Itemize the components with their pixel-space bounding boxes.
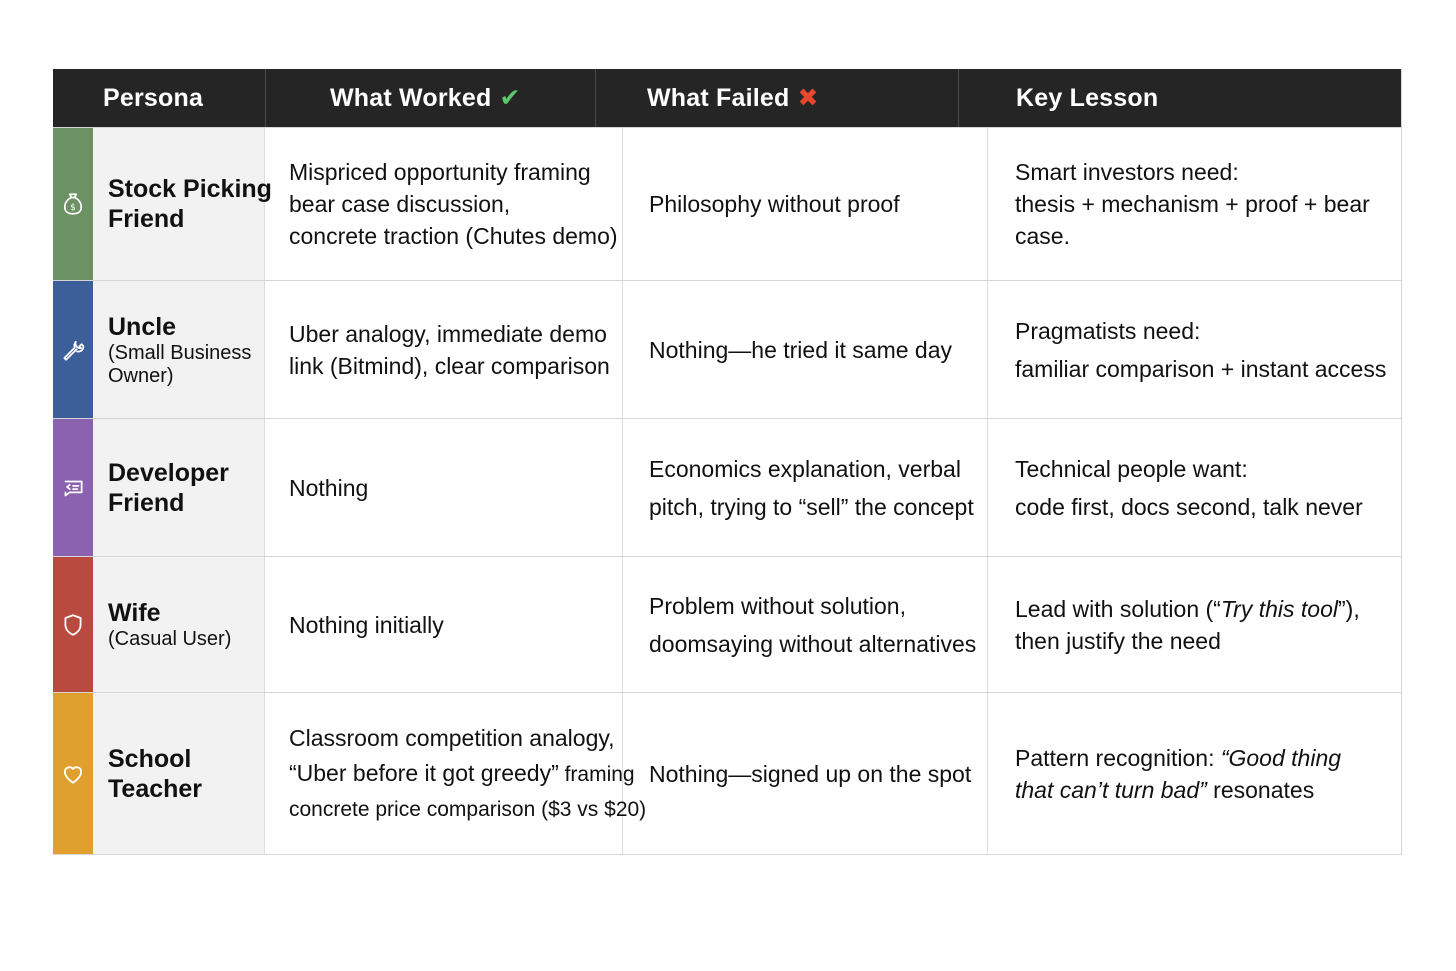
table-row	[53, 418, 1401, 556]
persona-subtitle: Owner)	[108, 364, 174, 387]
row-color-stripe	[53, 557, 93, 692]
text-line: case.	[1015, 223, 1070, 249]
persona-name: Developer	[108, 458, 229, 487]
persona-subtitle: (Casual User)	[108, 628, 232, 650]
text-line: doomsaying without alternatives	[649, 630, 977, 657]
what-worked-cell	[265, 419, 623, 556]
text-fragment: resonates	[1206, 776, 1315, 803]
text-line: Nothing	[289, 474, 369, 501]
text-emphasis: that can’t turn bad”	[1015, 776, 1207, 803]
text-line: familiar comparison + instant access	[1015, 355, 1387, 382]
what-failed-cell	[623, 693, 988, 854]
key-lesson-cell	[988, 281, 1401, 418]
header-what-failed: What Failed ✖	[595, 69, 958, 127]
text-emphasis: Try this tool	[1220, 595, 1338, 622]
text-line: Uber analogy, immediate demo	[289, 320, 607, 347]
text-line: bear case discussion,	[289, 191, 511, 217]
table-header	[53, 69, 1401, 127]
persona-cell	[93, 128, 272, 280]
text-line: Philosophy without proof	[649, 191, 900, 217]
persona-cell	[93, 281, 265, 418]
text-line: thesis + mechanism + proof + bear	[1015, 191, 1370, 217]
persona-cell	[93, 419, 265, 556]
row-color-stripe	[53, 693, 93, 854]
persona-name: Friend	[108, 488, 185, 517]
key-lesson-cell	[988, 419, 1401, 556]
what-worked-cell	[265, 693, 647, 854]
text-line: concrete traction (Chutes demo)	[289, 223, 618, 249]
what-worked-cell	[265, 557, 623, 692]
heart-icon	[60, 761, 86, 787]
key-lesson-cell	[988, 557, 1401, 692]
money-bag-icon	[60, 191, 86, 217]
text-line: link (Bitmind), clear comparison	[289, 352, 610, 379]
text-fragment: ”),	[1338, 595, 1360, 622]
text-fragment: framing	[558, 762, 635, 786]
header-persona: Persona	[103, 83, 204, 112]
text-line: Pragmatists need:	[1015, 317, 1201, 344]
table-row	[53, 127, 1401, 280]
text-line: pitch, trying to “sell” the concept	[649, 493, 974, 520]
persona-lessons-table	[53, 69, 1402, 855]
what-failed-cell	[623, 557, 988, 692]
row-color-stripe	[53, 128, 93, 280]
text-line: concrete price comparison ($3 vs $20)	[289, 797, 647, 821]
persona-name: Uncle	[108, 312, 177, 341]
persona-name: Stock Picking	[108, 175, 272, 203]
row-color-stripe	[53, 281, 93, 418]
text-fragment: Lead with solution (“	[1015, 595, 1221, 622]
persona-name: Friend	[108, 205, 185, 233]
cross-icon: ✖	[797, 84, 819, 112]
what-failed-cell	[623, 128, 988, 280]
checkmark-icon: ✔	[499, 84, 521, 112]
text-line	[1015, 774, 1401, 806]
text-emphasis: “Good thing	[1220, 744, 1342, 771]
table-row	[53, 556, 1401, 692]
table-row	[53, 692, 1401, 854]
text-line: Nothing—signed up on the spot	[649, 760, 972, 787]
what-failed-cell	[623, 281, 988, 418]
persona-cell	[93, 693, 265, 854]
text-line	[1015, 593, 1401, 625]
persona-name: Wife	[108, 599, 161, 627]
text-line: Economics explanation, verbal	[649, 455, 961, 482]
text-line: Nothing initially	[289, 611, 444, 638]
text-line: Problem without solution,	[649, 592, 906, 619]
header-what-worked: What Worked ✔	[265, 69, 595, 127]
code-chat-icon	[60, 475, 86, 501]
persona-name: School	[108, 744, 192, 773]
what-failed-cell	[623, 419, 988, 556]
row-color-stripe	[53, 419, 93, 556]
text-line: Smart investors need:	[1015, 159, 1239, 185]
text-line: code first, docs second, talk never	[1015, 493, 1363, 520]
key-lesson-cell	[988, 128, 1401, 280]
svg-text:$: $	[70, 202, 76, 213]
table-row	[53, 280, 1401, 418]
persona-name: Teacher	[108, 774, 203, 803]
text-line: Classroom competition analogy,	[289, 724, 615, 751]
text-line: Mispriced opportunity framing	[289, 159, 591, 185]
text-line: Nothing—he tried it same day	[649, 336, 952, 363]
what-worked-cell	[265, 128, 623, 280]
text-line: Technical people want:	[1015, 455, 1248, 482]
persona-cell	[93, 557, 265, 692]
wrench-icon	[60, 337, 86, 363]
text-fragment: Pattern recognition:	[1015, 744, 1221, 771]
text-line	[289, 757, 635, 791]
persona-subtitle: (Small Business	[108, 341, 252, 364]
text-fragment: “Uber before it got greedy”	[289, 759, 559, 786]
text-line	[1015, 742, 1401, 774]
what-worked-cell	[265, 281, 623, 418]
key-lesson-cell	[988, 693, 1401, 854]
shield-icon	[60, 612, 86, 638]
header-key-lesson: Key Lesson	[958, 69, 1401, 127]
text-line: then justify the need	[1015, 627, 1221, 654]
